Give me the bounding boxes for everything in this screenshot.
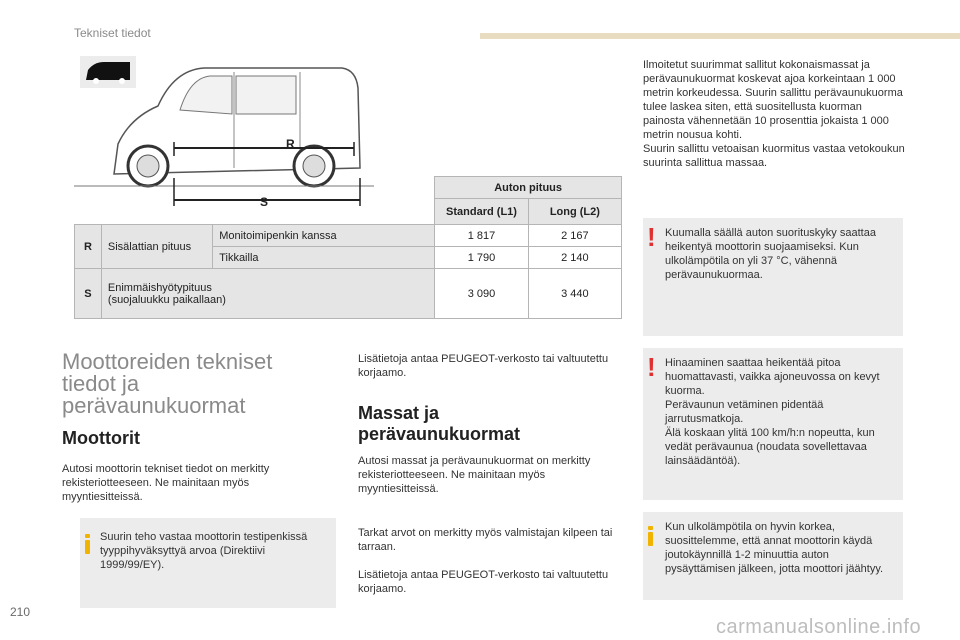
row-code: R (75, 225, 102, 269)
info-icon (85, 534, 90, 538)
exact-values-text: Tarkat arvot on merkitty myös valmistajan kilpeen tai tarraan. (358, 527, 613, 553)
row-sub-label: Monitoimipenkin kanssa (213, 225, 435, 247)
table-group-header: Auton pituus (435, 177, 622, 199)
row-long-value: 2 140 (528, 247, 621, 269)
engines-title: Moottorit (62, 428, 140, 448)
page-header-title: Tekniset tiedot (74, 26, 151, 40)
dimension-label-s: S (260, 195, 269, 209)
row-sub-label: Tikkailla (213, 247, 435, 269)
watermark: carmanualsonline.info (716, 616, 922, 638)
more-info-text: Lisätietoja antaa PEUGEOT-verkosto tai valtuutettu korjaamo. (358, 353, 609, 379)
engines-note-text: Suurin teho vastaa moottorin testipenkissä tyyppihyväksyttyä arvoa (Direktiivi 1999/99/EY). (100, 531, 308, 571)
table-col-standard: Standard (L1) (435, 199, 529, 225)
row-standard-value: 1 790 (435, 247, 529, 269)
vehicle-length-table (74, 176, 622, 319)
row-label: Enimmäishyötypituus (suojaluukku paikallaan) (101, 269, 434, 319)
idle-info-text: Kun ulkolämpötila on hyvin korkea, suosittelemme, että annat moottorin käydä joutokäynnillä 1-2 minuuttia auton pysäyttämisen jälkeen, jotta moottori jäähtyy. (665, 521, 884, 575)
section-title: Moottoreiden tekniset tiedot ja perävaunukuormat (62, 349, 273, 418)
heat-warning-note (643, 218, 903, 336)
towing-warning-note (643, 348, 903, 500)
more-info-text-2: Lisätietoja antaa PEUGEOT-verkosto tai valtuutettu korjaamo. (358, 569, 609, 595)
mass-title: Massat ja perävaunukuormat (358, 403, 521, 444)
info-icon (648, 526, 653, 530)
heat-warning-text: Kuumalla säällä auton suorituskyky saattaa heikentyä moottorin suojaamiseksi. Kun ulkolämpötila on yli 37 °C, vähennä perävaunukuormaa. (665, 227, 876, 281)
van-icon (80, 56, 136, 88)
row-long-value: 2 167 (528, 225, 621, 247)
idle-info-note (643, 512, 903, 600)
page-number: 210 (10, 605, 31, 619)
table-row (75, 225, 622, 247)
row-code: S (75, 269, 102, 319)
engines-text: Autosi moottorin tekniset tiedot on merkitty rekisteriotteeseen. Ne mainitaan myös myyntiesitteissä. (62, 463, 270, 503)
towing-warning-text: Hinaaminen saattaa heikentää pitoa huomattavasti, vaikka ajoneuvossa on kevyt kuorma. Perävaunun vetäminen pidentää jarrutusmatkoja. Älä koskaan ylitä 100 km/h:n nopeutta, kun vedät perävaunua (noudata sovellettavaa lainsäädäntöä). (665, 357, 880, 467)
dimension-label-r: R (286, 137, 295, 151)
warning-icon: ! (647, 352, 656, 382)
mass-text: Autosi massat ja perävaunukuormat on merkitty rekisteriotteeseen. Ne mainitaan myös myyntiesitteissä. (358, 455, 591, 495)
row-long-value: 3 440 (528, 269, 621, 319)
row-label: Sisälattian pituus (101, 225, 212, 269)
warning-icon: ! (647, 222, 656, 252)
header-accent-bar (480, 33, 960, 39)
engines-info-note (80, 518, 336, 608)
table-col-long: Long (L2) (528, 199, 621, 225)
row-standard-value: 3 090 (435, 269, 529, 319)
row-standard-value: 1 817 (435, 225, 529, 247)
table-row (75, 269, 622, 319)
max-mass-intro: Ilmoitetut suurimmat sallitut kokonaismassat ja perävaunukuormat koskevat ajoa korkeintaan 1 000 metrin korkeudessa. Suurin sallittu perävaunukuorma tulee laskea siten, että suositellusta kuorman painosta vähennetään 10 prosenttia jokaista 1 000 metrin nousua kohti. Suurin sallittu vetoaisan kuormitus vastaa vetokoukun suurinta sallittua massaa. (643, 59, 905, 169)
